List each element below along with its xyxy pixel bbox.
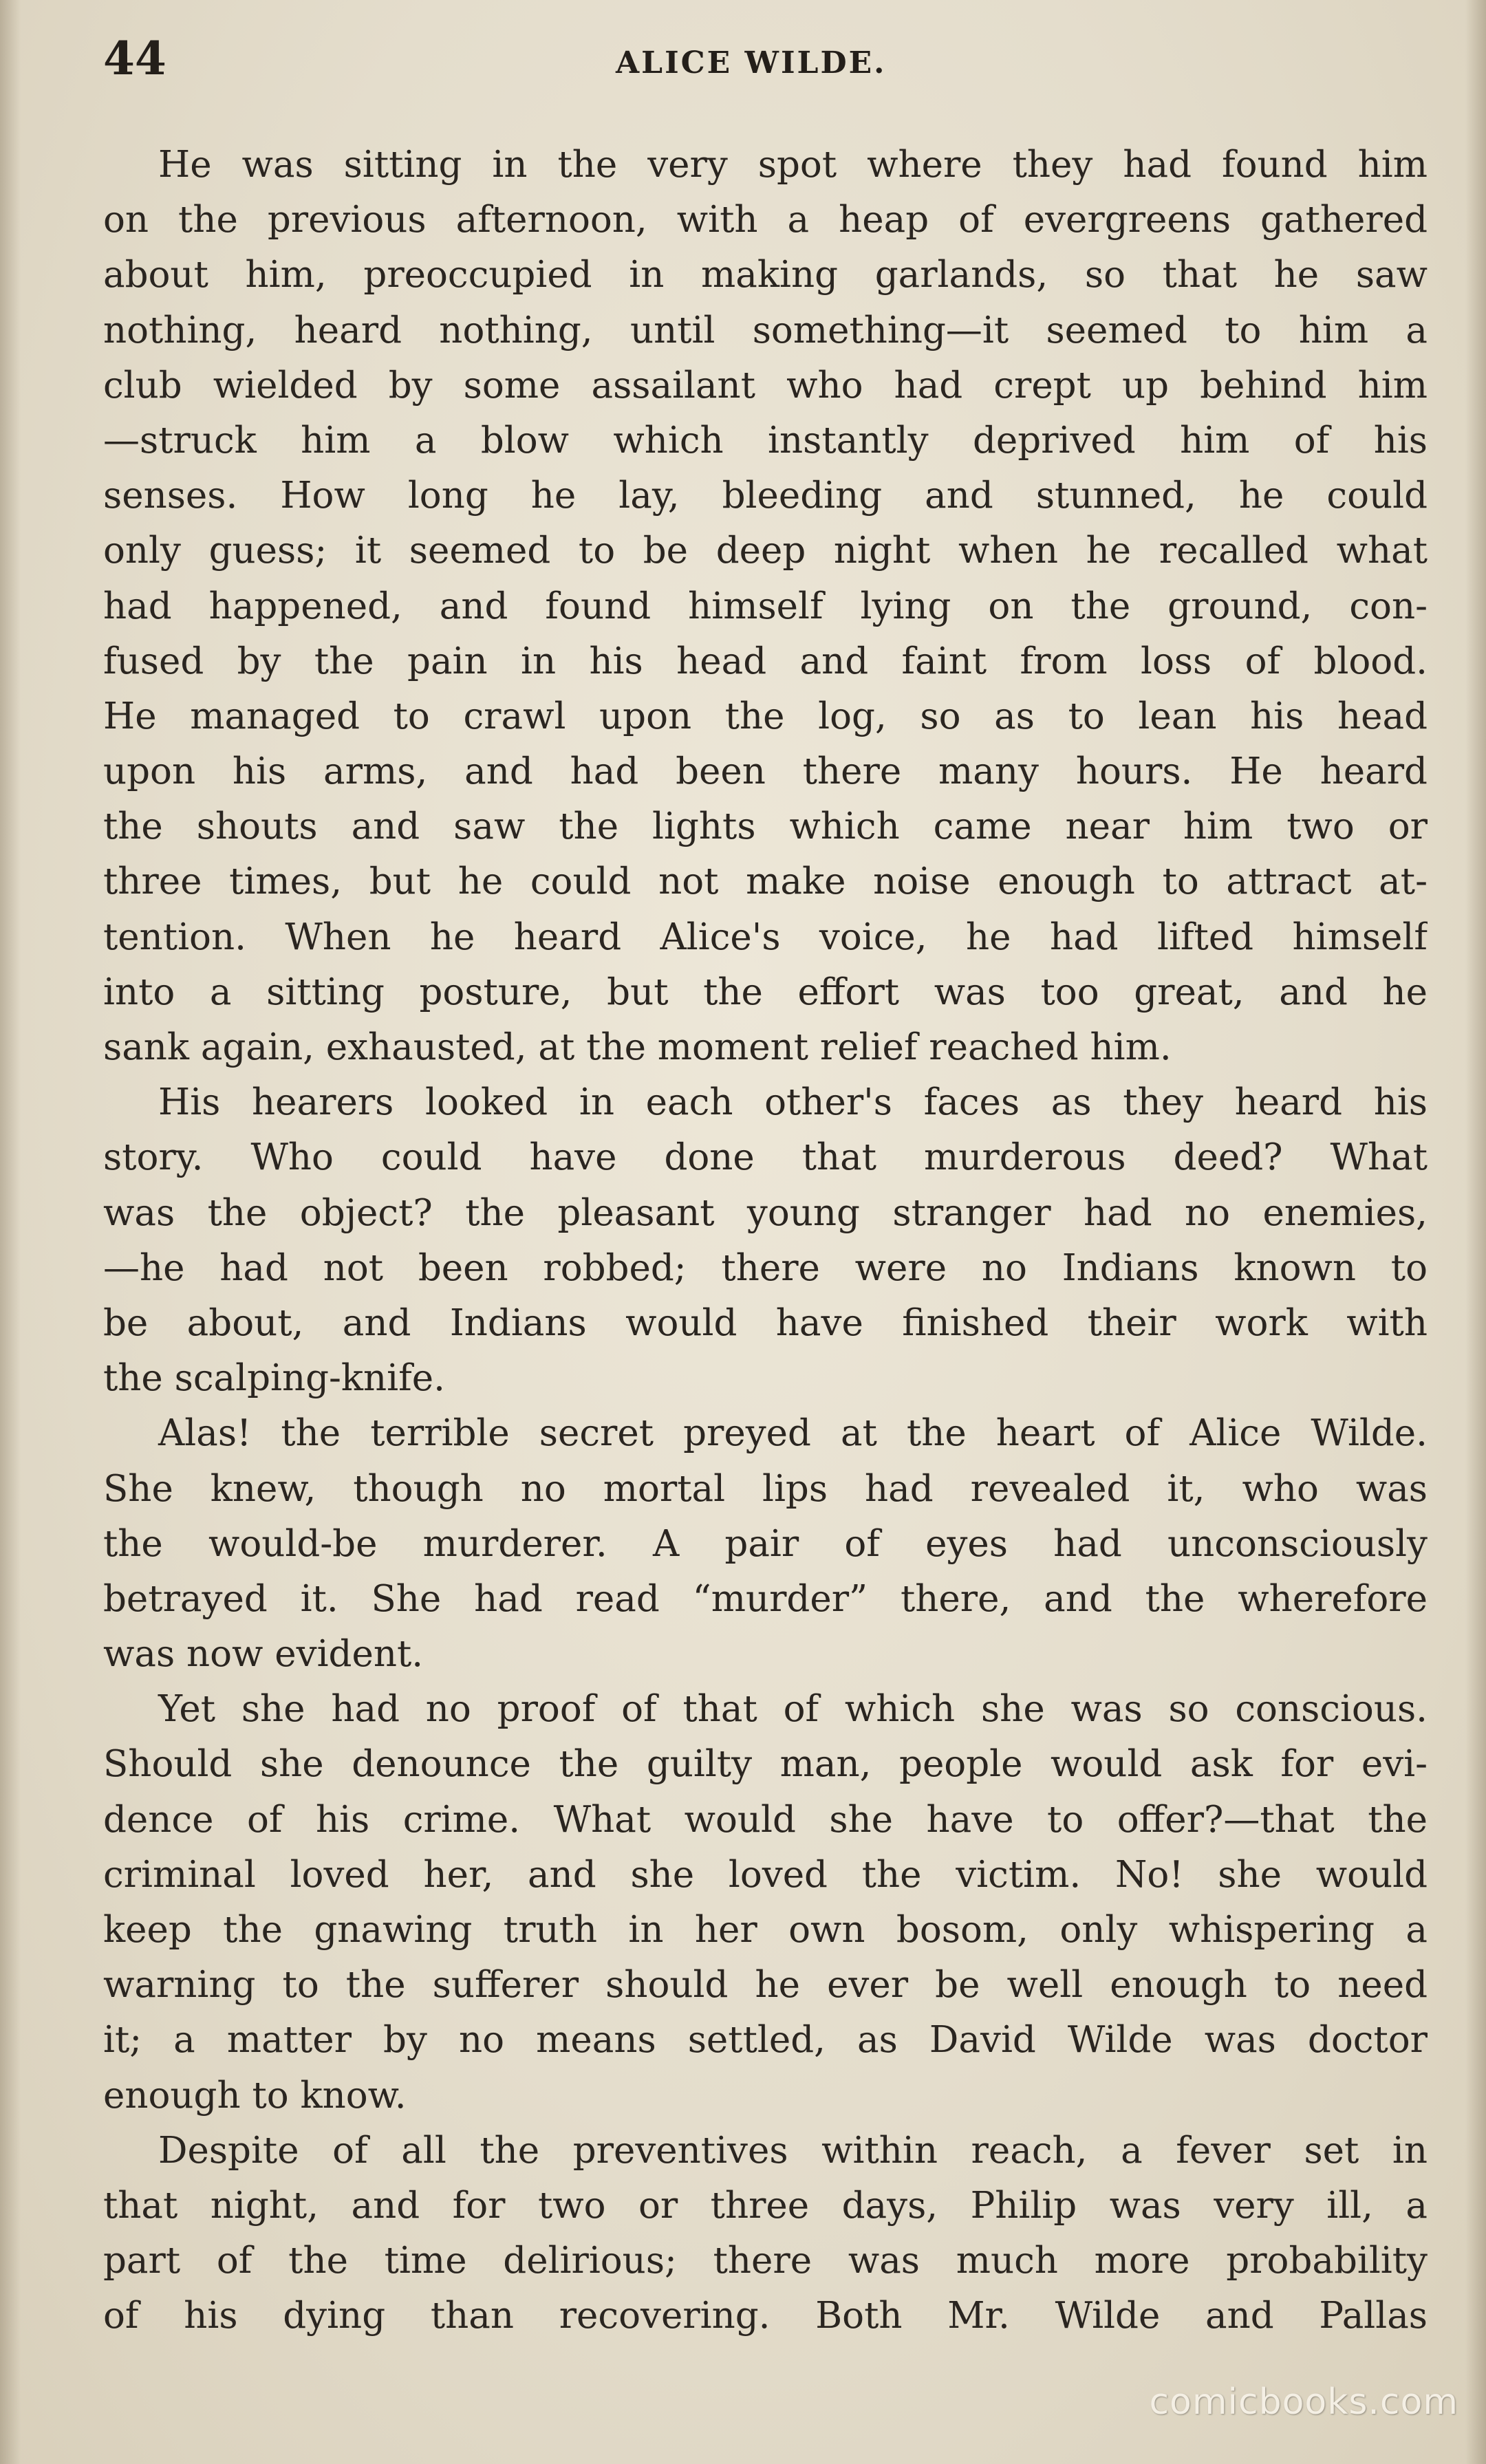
text-line: that night, and for two or three days, Philip was very ill, a — [103, 2184, 1428, 2227]
text-line: about him, preoccupied in making garlands, so that he saw — [103, 254, 1428, 296]
text-line: senses. How long he lay, bleeding and stunned, he could — [103, 475, 1428, 517]
text-line: had happened, and found himself lying on the ground, con- — [103, 585, 1428, 627]
text-line: Should she denounce the guilty man, people would ask for evi- — [103, 1743, 1428, 1786]
text-line: story. Who could have done that murderous deed? What — [103, 1136, 1428, 1179]
text-line: sank again, exhausted, at the moment relief reached him. — [103, 1026, 1172, 1068]
page-number: 44 — [103, 32, 166, 85]
text-line: on the previous afternoon, with a heap of evergreens gathered — [103, 199, 1428, 241]
site-watermark: comicbooks.com — [1149, 2381, 1458, 2423]
text-line: be about, and Indians would have finished their work with — [103, 1301, 1428, 1344]
text-line: part of the time delirious; there was much more probability — [103, 2240, 1428, 2282]
body-text — [103, 138, 1428, 2344]
text-line: criminal loved her, and she loved the victim. No! she would — [103, 1853, 1428, 1896]
text-line: nothing, heard nothing, until something—it seemed to him a — [103, 309, 1428, 352]
text-line: He managed to crawl upon the log, so as to lean his head — [103, 695, 1428, 737]
text-line: She knew, though no mortal lips had revealed it, who was — [103, 1467, 1428, 1510]
text-line: it; a matter by no means settled, as David Wilde was doctor — [103, 2019, 1428, 2062]
text-line: warning to the sufferer should he ever be well enough to need — [103, 1964, 1428, 2007]
text-line: the scalping-knife. — [103, 1357, 445, 1400]
text-line: His hearers looked in each other's faces as they heard his — [158, 1081, 1428, 1124]
page-edge-shadow-left — [0, 0, 21, 2464]
running-head: ALICE WILDE. — [616, 45, 887, 80]
text-line: Alas! the terrible secret preyed at the heart of Alice Wilde. — [158, 1412, 1428, 1455]
text-line: club wielded by some assailant who had crept up behind him — [103, 364, 1428, 407]
text-line: Yet she had no proof of that of which she was so conscious. — [158, 1688, 1428, 1731]
text-line: fused by the pain in his head and faint from loss of blood. — [103, 640, 1428, 682]
text-line: was now evident. — [103, 1633, 424, 1676]
text-line: of his dying than recovering. Both Mr. Wilde and Pallas — [103, 2295, 1428, 2337]
page-edge-shadow-right — [1465, 0, 1486, 2464]
page-header — [103, 32, 1424, 87]
text-line: betrayed it. She had read “murder” there, and the wherefore — [103, 1577, 1428, 1620]
text-line: Despite of all the preventives within reach, a fever set in — [158, 2129, 1428, 2172]
text-line: —he had not been robbed; there were no Indians known to — [103, 1246, 1428, 1289]
text-line: enough to know. — [103, 2074, 407, 2117]
text-line: the would-be murderer. A pair of eyes had unconsciously — [103, 1522, 1428, 1565]
text-line: the shouts and saw the lights which came near him two or — [103, 806, 1428, 848]
text-line: upon his arms, and had been there many hours. He heard — [103, 750, 1428, 793]
text-line: three times, but he could not make noise enough to attract at- — [103, 861, 1428, 903]
text-line: —struck him a blow which instantly deprived him of his — [103, 419, 1428, 462]
text-line: keep the gnawing truth in her own bosom, only whispering a — [103, 1909, 1428, 1951]
text-line: into a sitting posture, but the effort was too great, and he — [103, 971, 1428, 1013]
text-line: tention. When he heard Alice's voice, he had lifted himself — [103, 916, 1428, 958]
text-line: only guess; it seemed to be deep night when he recalled what — [103, 530, 1428, 572]
text-line: He was sitting in the very spot where they had found him — [158, 144, 1428, 186]
text-line: was the object? the pleasant young stranger had no enemies, — [103, 1191, 1428, 1234]
text-line: dence of his crime. What would she have to offer?—that the — [103, 1798, 1428, 1841]
